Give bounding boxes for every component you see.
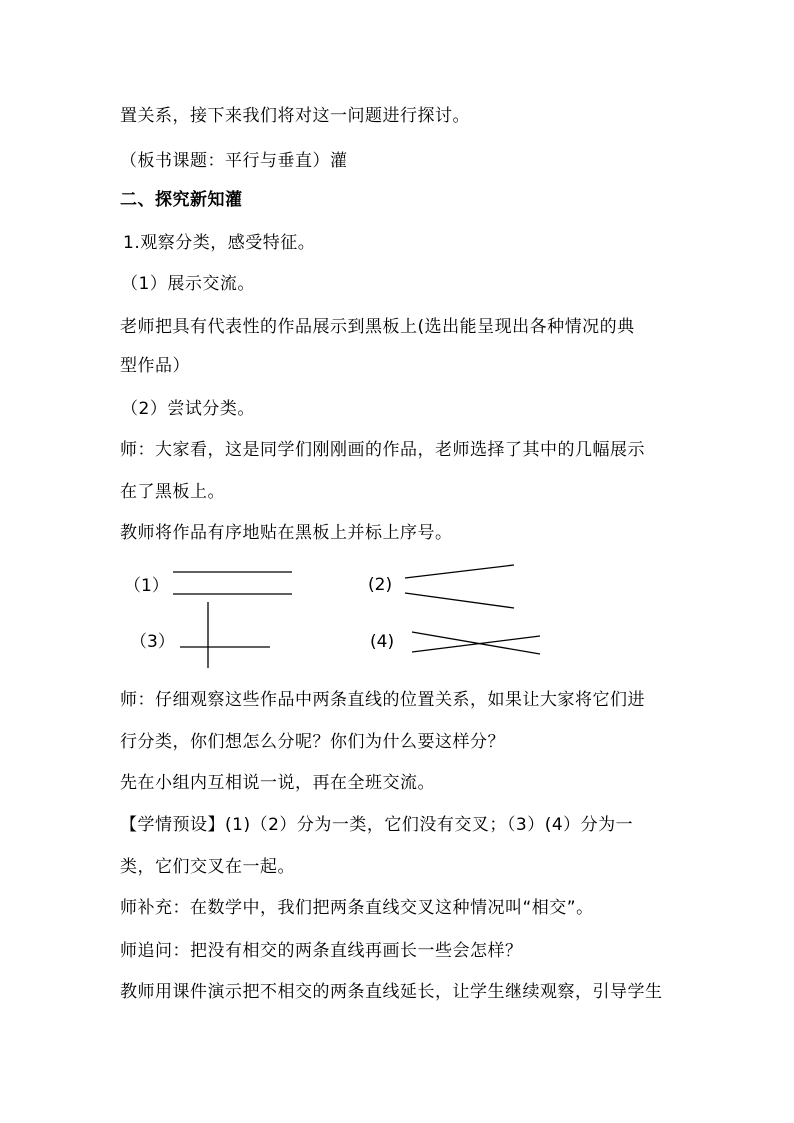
section-heading: 二、探究新知灌 (120, 190, 243, 210)
paragraph-supplement: 师补充：在数学中，我们把两条直线交叉这种情况叫“相交”。 (120, 898, 594, 918)
paragraph-followup: 师追问：把没有相交的两条直线再画长一些会怎样？ (120, 941, 523, 961)
figure-label-4: (4) (370, 632, 395, 652)
paragraph-1: 置关系，接下来我们将对这一问题进行探讨。 (120, 106, 470, 126)
figure-2-line-top (405, 565, 514, 578)
paragraph-teacher-look-1: 师：大家看，这是同学们刚刚画的作品，老师选择了其中的几幅展示 (120, 440, 645, 460)
figure-label-1: （1） (124, 576, 169, 596)
figure-2-line-bottom (405, 593, 514, 608)
paragraph-question-2: 行分类，你们想怎么分呢？你们为什么要这样分？ (120, 732, 505, 752)
paragraph-preset-1: 【学情预设】(1)（2）分为一类，它们没有交叉；（3）(4）分为一 (120, 815, 634, 835)
paragraph-teacher-show-2: 型作品） (120, 356, 190, 376)
figure-4-line-b (412, 636, 540, 652)
figure-label-2: (2) (368, 575, 393, 595)
paragraph-group-discuss: 先在小组内互相说一说，再在全班交流。 (120, 773, 435, 793)
figure-4-line-a (412, 632, 540, 654)
paragraph-demo: 教师用课件演示把不相交的两条直线延长，让学生继续观察，引导学生 (120, 982, 663, 1002)
paragraph-teacher-post: 教师将作品有序地贴在黑板上并标上序号。 (120, 523, 453, 543)
paragraph-board-title: （板书课题：平行与垂直）灌 (120, 151, 348, 171)
paragraph-teacher-look-2: 在了黑板上。 (120, 482, 225, 502)
paragraph-question-1: 师：仔细观察这些作品中两条直线的位置关系，如果让大家将它们进 (120, 690, 645, 710)
subsection-1a: （1）展示交流。 (121, 274, 255, 294)
paragraph-teacher-show-1: 老师把具有代表性的作品展示到黑板上(选出能呈现出各种情况的典 (120, 317, 635, 337)
paragraph-preset-2: 类，它们交叉在一起。 (120, 857, 295, 877)
subsection-1b: （2）尝试分类。 (121, 399, 255, 419)
figure-label-3: （3） (130, 632, 175, 652)
subsection-1: 1.观察分类，感受特征。 (123, 233, 316, 253)
